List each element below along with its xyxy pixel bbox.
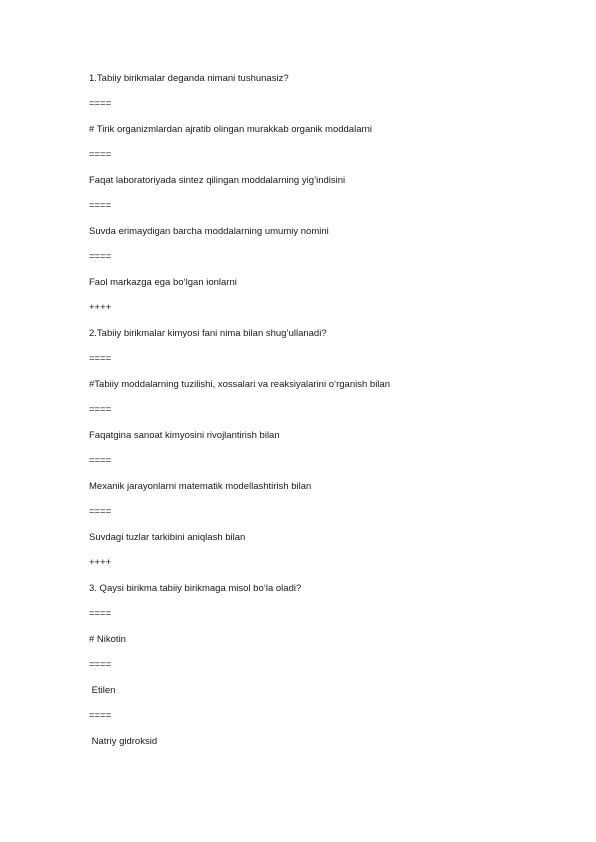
answer-option: Faqatgina sanoat kimyosini rivojlantirish bilan [89, 430, 280, 441]
question-2: 2.Tabiiy birikmalar kimyosi fani nima bilan shug’ullanadi? [89, 328, 327, 339]
separator: ==== [89, 659, 112, 670]
answer-option: Natriy gidroksid [89, 736, 158, 747]
separator: ==== [89, 404, 112, 415]
question-3: 3. Qaysi birikma tabiiy birikmaga misol bo‘la oladi? [89, 583, 302, 594]
answer-option: Suvda erimaydigan barcha moddalarning umumiy nomini [89, 226, 329, 237]
answer-correct: #Tabiiy moddalarning tuzilishi, xossalari va reaksiyalarini o‘rganish bilan [89, 379, 390, 390]
answer-option: Faol markazga ega bo‘lgan ionlarni [89, 277, 237, 288]
separator: ==== [89, 200, 112, 211]
separator: ==== [89, 353, 112, 364]
answer-option: Suvdagi tuzlar tarkibini aniqlash bilan [89, 532, 246, 543]
answer-option: Mexanik jarayonlarni matematik modellashtirish bilan [89, 481, 312, 492]
separator: ==== [89, 710, 112, 721]
separator: ==== [89, 455, 112, 466]
separator: ==== [89, 608, 112, 619]
separator: ==== [89, 251, 112, 262]
separator: ==== [89, 506, 112, 517]
answer-correct: # Nikotin [89, 634, 126, 645]
answer-option: Etilen [89, 685, 116, 696]
answer-correct: # Tirik organizmlardan ajratib olingan murakkab organik moddalarni [89, 124, 373, 135]
question-end-marker: ++++ [89, 302, 112, 313]
separator: ==== [89, 98, 112, 109]
separator: ==== [89, 149, 112, 160]
question-1: 1.Tabiiy birikmalar deganda nimani tushunasiz? [89, 73, 289, 84]
answer-option: Faqat laboratoriyada sintez qilingan moddalarning yig’indisini [89, 175, 346, 186]
question-end-marker: ++++ [89, 557, 112, 568]
